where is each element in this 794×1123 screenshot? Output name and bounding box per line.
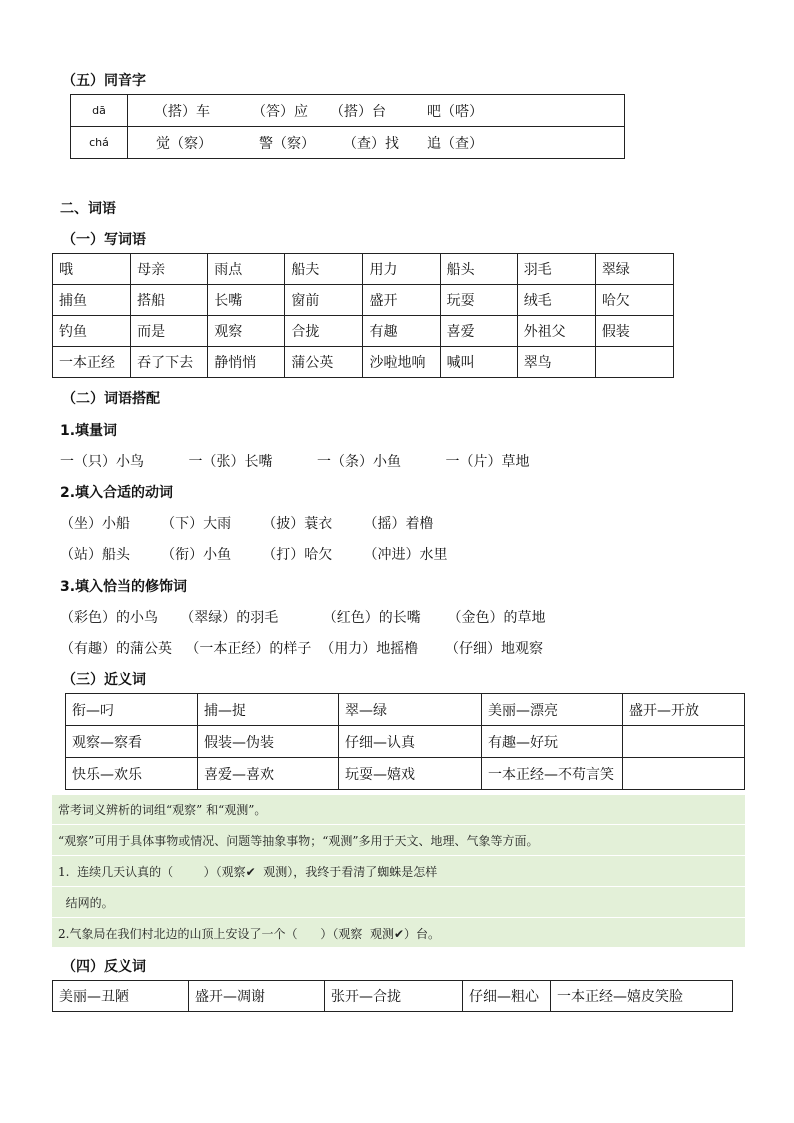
word-cell: 观察 [208, 316, 285, 347]
word-cell: 玩耍 [440, 285, 517, 316]
write-words-table [52, 253, 674, 378]
synonym-cell: 仔细—认真 [339, 726, 482, 758]
pinyin-cell: chá [71, 127, 128, 159]
q3-answers-line1: （彩色）的小鸟 （翠绿）的羽毛 （红色）的长嘴 （金色）的草地 [60, 610, 546, 626]
word-cell: 母亲 [131, 254, 208, 285]
word-cell: 翠绿 [595, 254, 673, 285]
antonym-cell: 仔细—粗心 [463, 981, 551, 1012]
synonym-cell: 观察—察看 [66, 726, 198, 758]
table-row [66, 694, 745, 726]
word-cell: 假装 [595, 316, 673, 347]
table-row [53, 347, 674, 378]
word-cell: 绒毛 [517, 285, 595, 316]
homophones-table [70, 94, 625, 159]
q1-answers: 一（只）小鸟 一（张）长嘴 一（条）小鱼 一（片）草地 [60, 454, 530, 470]
word-cell: 船头 [440, 254, 517, 285]
note-line: “观察”可用于具体事物或情况、问题等抽象事物；“观测”多用于天文、地理、气象等方面。 [58, 834, 539, 848]
word-cell: 喜爱 [440, 316, 517, 347]
word-cell: 船夫 [285, 254, 363, 285]
word-cell: 而是 [131, 316, 208, 347]
word-cell: 外祖父 [517, 316, 595, 347]
homophone-items: 觉（察） 警（察） （查）找 追（查） [128, 127, 625, 159]
synonym-cell: 盛开—开放 [623, 694, 745, 726]
word-cell: 盛开 [363, 285, 440, 316]
synonym-cell: 美丽—漂亮 [482, 694, 623, 726]
antonym-cell: 美丽—丑陋 [53, 981, 189, 1012]
q3-answers-line2: （有趣）的蒲公英 （一本正经）的样子 （用力）地摇橹 （仔细）地观察 [60, 641, 543, 657]
homophone-items: （搭）车 （答）应 （搭）台 吧（嗒） [128, 95, 625, 127]
table-row [53, 316, 674, 347]
table-row [53, 981, 733, 1012]
word-cell: 翠鸟 [517, 347, 595, 378]
q3-title: 3.填入恰当的修饰词 [60, 579, 188, 595]
synonym-cell: 有趣—好玩 [482, 726, 623, 758]
word-cell: 合拢 [285, 316, 363, 347]
word-cell: 哦 [53, 254, 131, 285]
section-antonyms-title: （四）反义词 [62, 959, 146, 975]
word-cell: 喊叫 [440, 347, 517, 378]
table-row [53, 254, 674, 285]
word-cell: 钓鱼 [53, 316, 131, 347]
table-row [53, 285, 674, 316]
q2-answers-line1: （坐）小船 （下）大雨 （披）蓑衣 （摇）着橹 [60, 516, 434, 532]
pinyin-cell: dā [71, 95, 128, 127]
section-write-words-title: （一）写词语 [62, 232, 146, 248]
table-row [71, 95, 625, 127]
word-cell: 有趣 [363, 316, 440, 347]
word-cell: 羽毛 [517, 254, 595, 285]
word-cell: 搭船 [131, 285, 208, 316]
antonym-cell: 一本正经—嬉皮笑脸 [551, 981, 733, 1012]
word-cell: 沙啦地响 [363, 347, 440, 378]
synonym-cell: 玩耍—嬉戏 [339, 758, 482, 790]
table-row [66, 726, 745, 758]
section-synonyms-title: （三）近义词 [62, 672, 146, 688]
q2-title: 2.填入合适的动词 [60, 485, 174, 501]
section-matching-title: （二）词语搭配 [62, 391, 160, 407]
q1-title: 1.填量词 [60, 423, 118, 439]
synonym-cell: 翠—绿 [339, 694, 482, 726]
word-cell: 吞了下去 [131, 347, 208, 378]
synonym-cell: 喜爱—喜欢 [198, 758, 339, 790]
word-cell: 雨点 [208, 254, 285, 285]
word-cell [595, 347, 673, 378]
antonym-cell: 张开—合拢 [325, 981, 463, 1012]
table-row [71, 127, 625, 159]
synonym-cell: 快乐—欢乐 [66, 758, 198, 790]
word-cell: 长嘴 [208, 285, 285, 316]
synonym-cell: 一本正经—不苟言笑 [482, 758, 623, 790]
word-cell: 一本正经 [53, 347, 131, 378]
word-cell: 窗前 [285, 285, 363, 316]
synonym-cell [623, 726, 745, 758]
part-words-title: 二、词语 [60, 201, 116, 217]
synonym-cell: 衔—叼 [66, 694, 198, 726]
word-cell: 捕鱼 [53, 285, 131, 316]
note-line: 常考词义辨析的词组“观察” 和“观测”。 [58, 803, 267, 817]
synonym-cell: 假装—伪装 [198, 726, 339, 758]
note-line: 2.气象局在我们村北边的山顶上安设了一个（ ）（观察 观测✔）台。 [58, 927, 441, 941]
word-discrimination-note [52, 795, 745, 947]
note-line: 结网的。 [58, 896, 114, 910]
word-cell: 蒲公英 [285, 347, 363, 378]
word-cell: 用力 [363, 254, 440, 285]
antonyms-table [52, 980, 733, 1012]
section-homophones-title: （五）同音字 [62, 73, 146, 89]
synonyms-table [65, 693, 745, 790]
antonym-cell: 盛开—凋谢 [189, 981, 325, 1012]
word-cell: 静悄悄 [208, 347, 285, 378]
table-row [66, 758, 745, 790]
note-line: 1. 连续几天认真的（ ）（观察✔ 观测），我终于看清了蜘蛛是怎样 [58, 865, 438, 879]
synonym-cell [623, 758, 745, 790]
word-cell: 哈欠 [595, 285, 673, 316]
synonym-cell: 捕—捉 [198, 694, 339, 726]
q2-answers-line2: （站）船头 （衔）小鱼 （打）哈欠 （冲进）水里 [60, 547, 448, 563]
